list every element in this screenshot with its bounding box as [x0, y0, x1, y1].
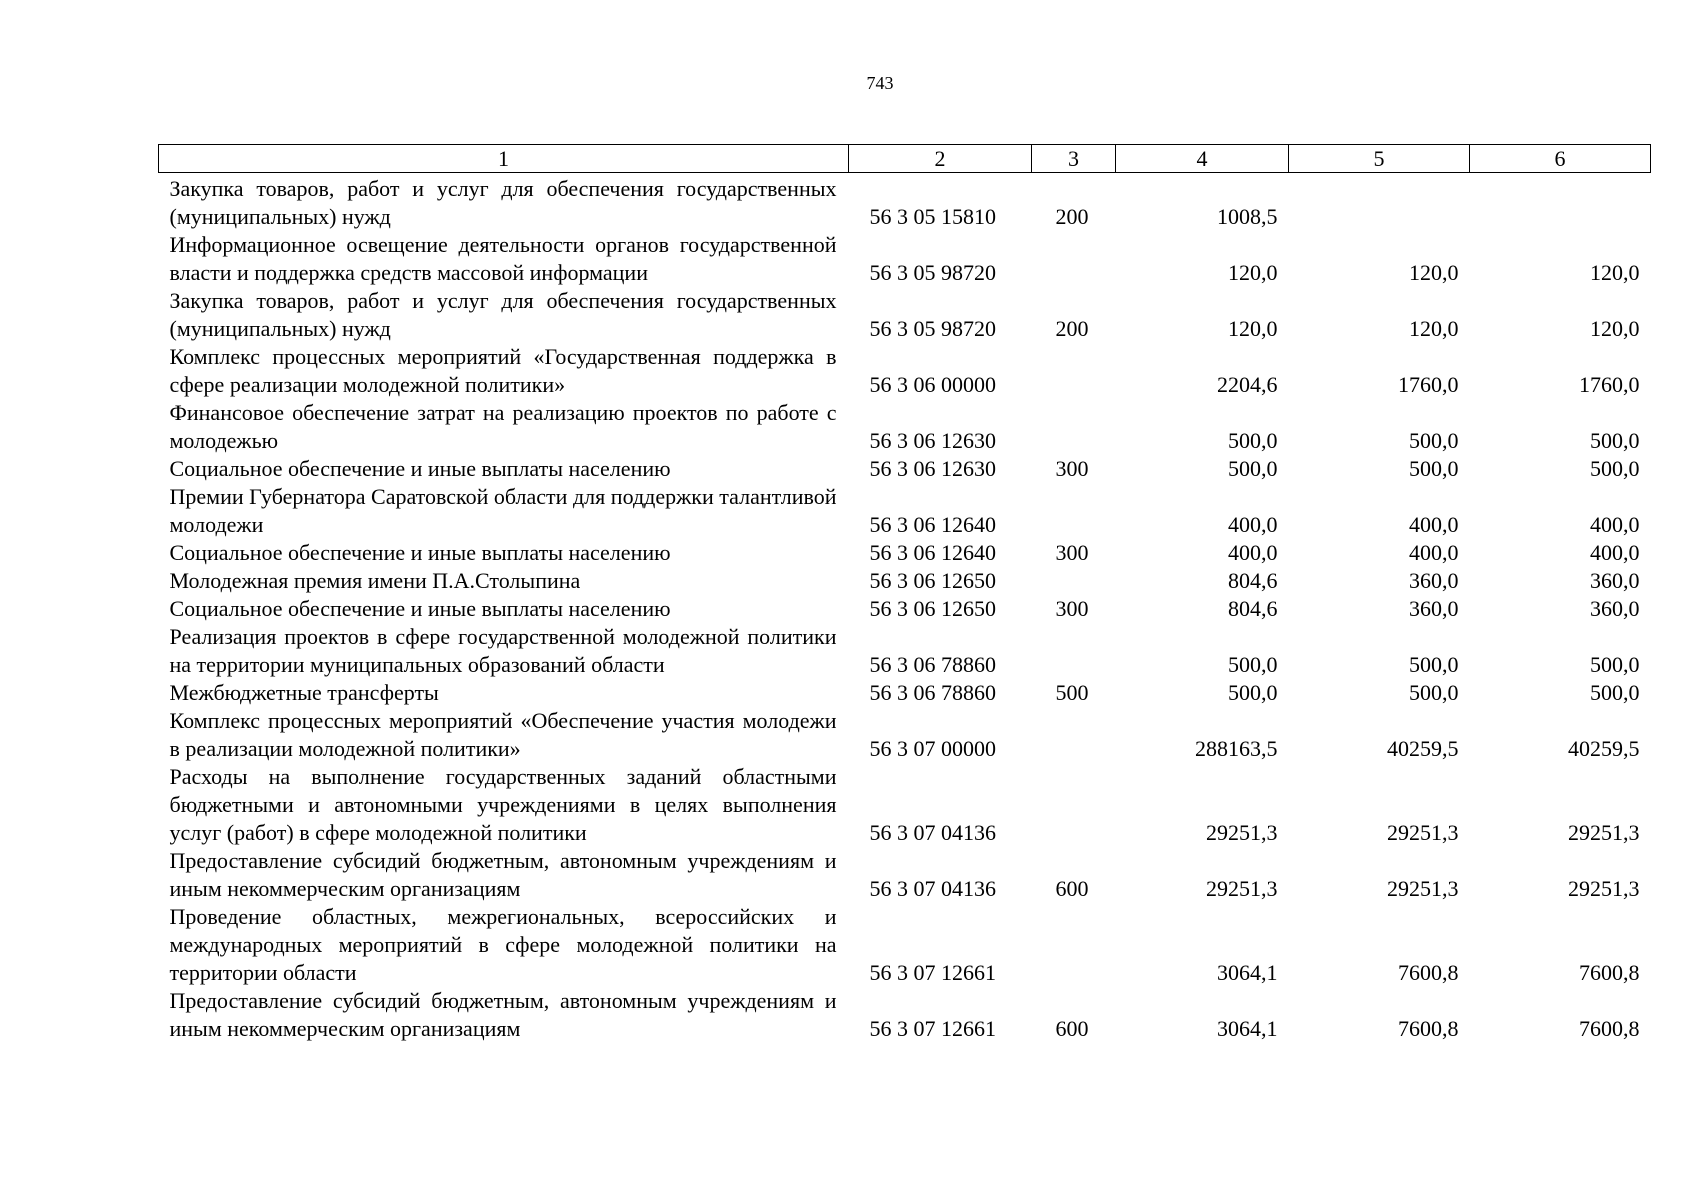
target-code-cell: 56 3 07 12661 [869, 1016, 996, 1041]
amount-col4-cell: 29251,3 [1206, 820, 1278, 845]
amount-col6-cell: 120,0 [1590, 260, 1640, 285]
amount-col5-cell: 500,0 [1409, 456, 1459, 481]
expense-type-cell [1032, 707, 1116, 763]
column-header-5: 5 [1289, 145, 1470, 173]
expense-type-cell: 300 [1055, 540, 1089, 565]
expense-type-cell [1032, 231, 1116, 287]
expense-name-cell: Комплекс процессных мероприятий «Обеспечение участия молодежи в реализации молодежной политики» [169, 708, 837, 761]
table-row [159, 399, 1651, 455]
amount-col4-cell: 500,0 [1228, 456, 1278, 481]
table-body [159, 173, 1651, 1044]
amount-col4-cell: 500,0 [1228, 652, 1278, 677]
target-code-cell: 56 3 05 98720 [869, 260, 996, 285]
expense-name-cell: Информационное освещение деятельности органов государственной власти и поддержка средств массовой информации [169, 232, 837, 285]
column-header-3: 3 [1032, 145, 1116, 173]
expense-type-cell [1032, 623, 1116, 679]
expense-type-cell: 500 [1055, 680, 1089, 705]
expense-name-cell: Реализация проектов в сфере государственной молодежной политики на территории муниципальных образований области [169, 624, 837, 677]
amount-col5-cell: 7600,8 [1398, 1016, 1459, 1041]
target-code-cell: 56 3 07 00000 [869, 736, 996, 761]
target-code-cell: 56 3 05 15810 [869, 204, 996, 229]
amount-col5-cell [1289, 173, 1470, 232]
amount-col6-cell: 29251,3 [1568, 876, 1640, 901]
expense-type-cell [1032, 763, 1116, 847]
amount-col5-cell: 29251,3 [1387, 820, 1459, 845]
expense-name-cell: Предоставление субсидий бюджетным, автономным учреждениям и иным некоммерческим организациям [169, 848, 837, 901]
table-row [159, 343, 1651, 399]
target-code-cell: 56 3 07 04136 [869, 820, 996, 845]
expense-name-cell: Закупка товаров, работ и услуг для обеспечения государственных (муниципальных) нужд [169, 288, 837, 341]
budget-table [158, 144, 1651, 1043]
target-code-cell: 56 3 06 12640 [869, 540, 996, 565]
expense-name-cell: Социальное обеспечение и иные выплаты населению [169, 596, 671, 621]
expense-type-cell [1032, 567, 1116, 595]
amount-col5-cell: 360,0 [1409, 596, 1459, 621]
expense-type-cell: 600 [1055, 876, 1089, 901]
amount-col4-cell: 29251,3 [1206, 876, 1278, 901]
table-row [159, 567, 1651, 595]
expense-type-cell: 200 [1055, 204, 1089, 229]
expense-type-cell: 200 [1055, 316, 1089, 341]
target-code-cell: 56 3 06 12630 [869, 428, 996, 453]
amount-col5-cell: 1760,0 [1398, 372, 1459, 397]
amount-col5-cell: 7600,8 [1398, 960, 1459, 985]
expense-type-cell: 300 [1055, 596, 1089, 621]
table-row [159, 287, 1651, 343]
amount-col6-cell: 400,0 [1590, 512, 1640, 537]
target-code-cell: 56 3 06 12650 [869, 568, 996, 593]
amount-col6-cell: 360,0 [1590, 596, 1640, 621]
amount-col6-cell [1470, 173, 1651, 232]
target-code-cell: 56 3 06 12640 [869, 512, 996, 537]
table-row [159, 987, 1651, 1043]
amount-col6-cell: 360,0 [1590, 568, 1640, 593]
target-code-cell: 56 3 06 12630 [869, 456, 996, 481]
target-code-cell: 56 3 07 04136 [869, 876, 996, 901]
expense-type-cell [1032, 903, 1116, 987]
amount-col4-cell: 3064,1 [1217, 960, 1278, 985]
amount-col5-cell: 120,0 [1409, 316, 1459, 341]
header-row [159, 145, 1651, 173]
column-header-2: 2 [849, 145, 1032, 173]
amount-col4-cell: 120,0 [1228, 260, 1278, 285]
expense-type-cell [1032, 399, 1116, 455]
amount-col4-cell: 500,0 [1228, 428, 1278, 453]
amount-col4-cell: 288163,5 [1195, 736, 1278, 761]
amount-col5-cell: 360,0 [1409, 568, 1459, 593]
table-row [159, 455, 1651, 483]
amount-col4-cell: 400,0 [1228, 512, 1278, 537]
table-row [159, 173, 1651, 232]
page-number: 743 [866, 73, 894, 93]
amount-col4-cell: 120,0 [1228, 316, 1278, 341]
table-row [159, 707, 1651, 763]
table-row [159, 679, 1651, 707]
table-row [159, 483, 1651, 539]
table-row [159, 903, 1651, 987]
expense-name-cell: Предоставление субсидий бюджетным, автономным учреждениям и иным некоммерческим организациям [169, 988, 837, 1041]
target-code-cell: 56 3 06 00000 [869, 372, 996, 397]
amount-col6-cell: 1760,0 [1579, 372, 1640, 397]
expense-name-cell: Премии Губернатора Саратовской области для поддержки талантливой молодежи [169, 484, 837, 537]
amount-col5-cell: 400,0 [1409, 540, 1459, 565]
amount-col4-cell: 1008,5 [1217, 204, 1278, 229]
amount-col5-cell: 400,0 [1409, 512, 1459, 537]
amount-col6-cell: 500,0 [1590, 456, 1640, 481]
amount-col4-cell: 804,6 [1228, 568, 1278, 593]
amount-col5-cell: 120,0 [1409, 260, 1459, 285]
amount-col4-cell: 2204,6 [1217, 372, 1278, 397]
amount-col5-cell: 500,0 [1409, 428, 1459, 453]
amount-col6-cell: 29251,3 [1568, 820, 1640, 845]
table-row [159, 623, 1651, 679]
expense-name-cell: Социальное обеспечение и иные выплаты населению [169, 456, 671, 481]
target-code-cell: 56 3 05 98720 [869, 316, 996, 341]
table-row [159, 595, 1651, 623]
column-header-1: 1 [159, 145, 849, 173]
target-code-cell: 56 3 06 12650 [869, 596, 996, 621]
amount-col4-cell: 500,0 [1228, 680, 1278, 705]
expense-name-cell: Закупка товаров, работ и услуг для обеспечения государственных (муниципальных) нужд [169, 176, 837, 229]
amount-col6-cell: 500,0 [1590, 680, 1640, 705]
table-header [159, 145, 1651, 173]
amount-col5-cell: 500,0 [1409, 680, 1459, 705]
expense-type-cell: 300 [1055, 456, 1089, 481]
amount-col6-cell: 500,0 [1590, 652, 1640, 677]
amount-col6-cell: 400,0 [1590, 540, 1640, 565]
expense-name-cell: Расходы на выполнение государственных заданий областными бюджетными и автономными учреждениями в целях выполнения услуг (работ) в сфере молодежной политики [169, 764, 837, 845]
expense-name-cell: Молодежная премия имени П.А.Столыпина [169, 568, 581, 593]
expense-type-cell: 600 [1055, 1016, 1089, 1041]
expense-type-cell [1032, 483, 1116, 539]
table-row [159, 539, 1651, 567]
amount-col6-cell: 40259,5 [1568, 736, 1640, 761]
column-header-4: 4 [1116, 145, 1289, 173]
expense-name-cell: Проведение областных, межрегиональных, всероссийских и международных мероприятий в сфере молодежной политики на территории области [169, 904, 837, 985]
table-row [159, 847, 1651, 903]
table-row [159, 231, 1651, 287]
table-row [159, 763, 1651, 847]
target-code-cell: 56 3 06 78860 [869, 680, 996, 705]
column-header-6: 6 [1470, 145, 1651, 173]
amount-col5-cell: 40259,5 [1387, 736, 1459, 761]
target-code-cell: 56 3 07 12661 [869, 960, 996, 985]
amount-col6-cell: 500,0 [1590, 428, 1640, 453]
expense-name-cell: Межбюджетные трансферты [169, 680, 439, 705]
target-code-cell: 56 3 06 78860 [869, 652, 996, 677]
amount-col6-cell: 120,0 [1590, 316, 1640, 341]
amount-col6-cell: 7600,8 [1579, 960, 1640, 985]
expense-name-cell: Социальное обеспечение и иные выплаты населению [169, 540, 671, 565]
amount-col4-cell: 3064,1 [1217, 1016, 1278, 1041]
amount-col6-cell: 7600,8 [1579, 1016, 1640, 1041]
expense-name-cell: Финансовое обеспечение затрат на реализацию проектов по работе с молодежью [169, 400, 837, 453]
expense-type-cell [1032, 343, 1116, 399]
amount-col5-cell: 500,0 [1409, 652, 1459, 677]
amount-col4-cell: 804,6 [1228, 596, 1278, 621]
amount-col4-cell: 400,0 [1228, 540, 1278, 565]
expense-name-cell: Комплекс процессных мероприятий «Государственная поддержка в сфере реализации молодежной политики» [169, 344, 837, 397]
amount-col5-cell: 29251,3 [1387, 876, 1459, 901]
